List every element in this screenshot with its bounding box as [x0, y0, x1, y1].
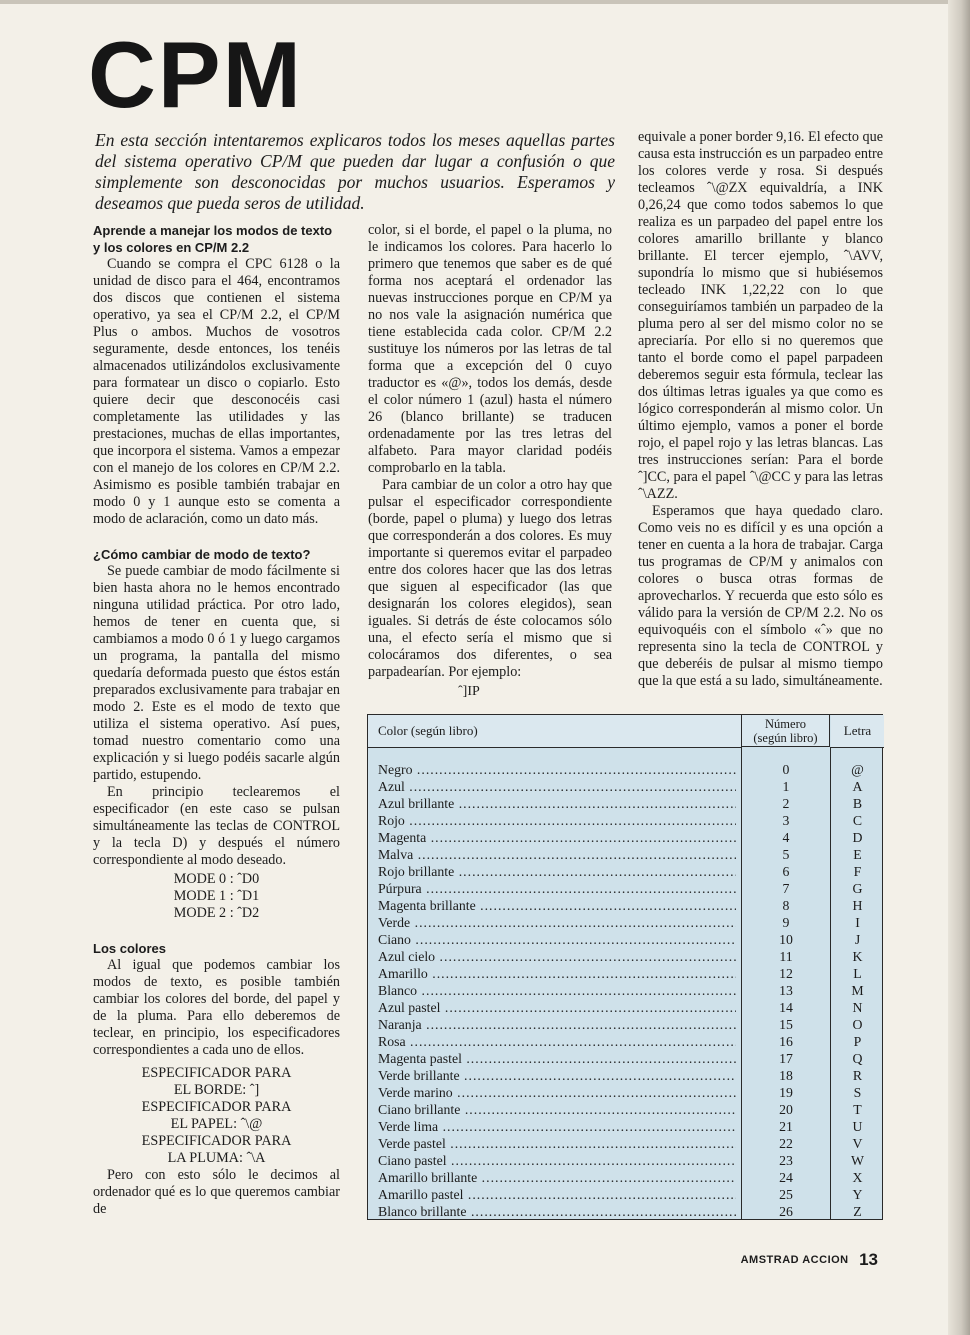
color-letter: P — [853, 1034, 862, 1049]
table-row — [368, 1016, 884, 1033]
table-row — [368, 1033, 884, 1050]
paragraph: Cuando se compra el CPC 6128 o la unidad de disco para el 464, encontramos dos discos que contienen el sistema operativo, ya sea el CP/M 2.2, el CP/M Plus o ambos. Muchos de vosotros seguramente, desde entonces, los tenéis almacenados utilizándolos exclusivamente para formatear un disco o copiarlo. Esto quiere decir que desconocéis casi completamente las utilidades y las prestaciones, muchas de ellas importantes, que incorpora el sistema. Vamos a empezar con el manejo de los colores en CP/M 2.2. Asimismo es posible también trabajar en modo 0 y 1 aunque esto se comenta a modo de aclaración, como un dato más. — [93, 256, 340, 527]
color-letter: Q — [852, 1051, 863, 1066]
color-letter: M — [851, 983, 864, 998]
table-row — [368, 931, 884, 948]
table-row — [368, 1118, 884, 1135]
color-name: Azul cielo ..... — [378, 948, 736, 965]
page-number: 13 — [859, 1250, 878, 1269]
color-letter: B — [852, 796, 863, 811]
color-name: Verde lima ..... — [378, 1118, 736, 1135]
color-name: Naranja ..... — [378, 1016, 736, 1033]
paragraph: En principio teclearemos el especificador (en este caso se pulsan simultáneamente las teclas de CONTROL y la tecla D) y después el número correspondiente al modo deseado. — [93, 784, 340, 868]
color-name: Verde marino ..... — [378, 1084, 736, 1101]
color-number: 23 — [779, 1153, 793, 1168]
color-letter: H — [852, 898, 863, 913]
color-number: 0 — [782, 762, 790, 777]
specifier-line: ESPECIFICADOR PARA — [141, 1133, 292, 1149]
mode-commands — [93, 871, 340, 922]
color-name: Blanco brillante ..... — [378, 1203, 736, 1220]
color-number: 20 — [779, 1102, 793, 1117]
table-row — [368, 846, 884, 863]
color-name: Amarillo pastel ..... — [378, 1186, 736, 1203]
table-row — [368, 1203, 884, 1220]
color-number: 9 — [782, 915, 790, 930]
color-number: 13 — [779, 983, 793, 998]
color-name: Verde ..... — [378, 914, 736, 931]
paragraph: equivale a poner border 9,16. El efecto que causa esta instrucción es un parpadeo entre los colores verde y rosa. Si después tecleamos ˆ\@ZX equivaldría, a INK 0,26,24 que como todos sabemos lo que realiza es un parpadeo del papel entre los colores amarillo brillante y blanco brillante. El tercer ejemplo, ˆ\AVV, supondría lo mismo que si hubiésemos tecleado INK 1,22,22 con lo que conseguiríamos también un parpadeo de la pluma pero al ser del mismo color no se apreciaría. Por ello si no queremos que tanto el borde como el papel parpadeen deberemos seguir esta fórmula, teclear las dos últimas letras iguales ya que como es lógico corresponderán al mismo color. Un último ejemplo, vamos a poner el borde rojo, el papel rojo y las letras blancas. Las tres instrucciones serían: Para el borde ˆ]CC, para el papel ˆ\@CC y para las letras ˆ\AZZ. — [638, 129, 883, 502]
color-name: Malva ..... — [378, 846, 736, 863]
color-name: Azul ..... — [378, 778, 736, 795]
color-number: 1 — [782, 779, 790, 794]
mode-command: MODE 1 : ˆD1 — [173, 888, 260, 904]
color-letter: A — [852, 779, 863, 794]
specifier-line: ESPECIFICADOR PARA — [141, 1065, 292, 1081]
page-top-edge — [0, 0, 970, 4]
color-letter: Y — [852, 1187, 863, 1202]
example-command: ˆ]IP — [458, 684, 480, 699]
color-letter: C — [852, 813, 863, 828]
color-number: 25 — [779, 1187, 793, 1202]
color-number: 15 — [779, 1017, 793, 1032]
table-row — [368, 1152, 884, 1169]
color-letter: T — [853, 1102, 862, 1117]
mode-command: MODE 0 : ˆD0 — [173, 871, 260, 887]
color-number: 6 — [782, 864, 790, 879]
color-number: 26 — [779, 1204, 793, 1219]
color-name: Azul pastel ..... — [378, 999, 736, 1016]
table-row — [368, 761, 884, 778]
color-name: Ciano ..... — [378, 931, 736, 948]
paragraph: Al igual que podemos cambiar los modos de texto, es posible también cambiar los colores del borde, del papel y de la pluma. Para ello deberemos de teclear, en principio, los especificadores correspondientes a cada uno de ellos. — [93, 957, 340, 1058]
color-number: 8 — [782, 898, 790, 913]
color-name: Negro ..... — [378, 761, 736, 778]
specifier-list — [93, 1065, 340, 1167]
color-letter: O — [852, 1017, 863, 1032]
header-letter: Letra — [831, 715, 884, 748]
color-name: Púrpura ..... — [378, 880, 736, 897]
paragraph: Se puede cambiar de modo fácilmente si bien hasta ahora no le hemos encontrado ninguna utilidad práctica. Por otro lado, hemos de tener en cuenta que, si cambiamos a modo 0 ó 1 y luego cargamos un programa, la pantalla del mismo quedaría deformada puesto que éstos están preparados exclusivamente para trabajar en modo 2. Este es el modo de texto que utiliza el sistema operativo. Así pues, tomad nuestro comentario como una explicación y si luego podéis sacarle algún partido, estupendo. — [93, 563, 340, 783]
color-name: Rojo brillante ..... — [378, 863, 736, 880]
color-name: Ciano brillante ..... — [378, 1101, 736, 1118]
color-letter: V — [852, 1136, 863, 1151]
specifier-line: LA PLUMA: ˆ\A — [167, 1150, 266, 1166]
table-row — [368, 778, 884, 795]
paragraph: Para cambiar de un color a otro hay que pulsar el especificador correspondiente (borde, papel o pluma) y luego dos letras que corresponderán a dos colores. Es muy importante si queremos evitar el parpadeo entre dos colores hacer que las dos letras que siguen al especificador (las que designarán los colores elegidos), sean iguales. Si detrás de éste colocamos sólo una, el efecto sería el mismo que si colocáramos dos diferentes, o sea parpadearían. Por ejemplo: — [368, 477, 612, 680]
table-body — [368, 761, 884, 1220]
color-letter: G — [852, 881, 863, 896]
color-name: Amarillo ..... — [378, 965, 736, 982]
color-letter: L — [853, 966, 862, 981]
color-number: 2 — [782, 796, 790, 811]
header-color: Color (según libro) — [368, 715, 742, 748]
color-number: 18 — [779, 1068, 793, 1083]
section-heading: Los colores — [93, 941, 166, 956]
color-letter: D — [852, 830, 863, 845]
color-letter: J — [854, 932, 861, 947]
color-number: 3 — [782, 813, 790, 828]
color-letter: N — [852, 1000, 863, 1015]
table-row — [368, 965, 884, 982]
table-row — [368, 897, 884, 914]
color-letter: I — [855, 915, 860, 930]
paragraph: Esperamos que haya quedado claro. Como veis no es difícil y es una opción a tener en cuenta a la hora de trabajar. Carga tus programas de CP/M y animalos con colores o busca otras formas de aprovecharlos. Y recuerda que esto sólo es válido para la versión de CP/M 2.2. No os equivoquéis con el símbolo «ˆ» que no representa sino la tecla de CONTROL y que deberéis de pulsar al mismo tiempo que la que está a su lado, simultáneamente. — [638, 503, 883, 689]
column-1 — [93, 222, 340, 1218]
color-letter: E — [853, 847, 862, 862]
page-binding-edge — [948, 0, 970, 1335]
color-name: Verde pastel ..... — [378, 1135, 736, 1152]
table-row — [368, 829, 884, 846]
color-letter: Z — [853, 1204, 862, 1219]
color-name: Amarillo brillante ..... — [378, 1169, 736, 1186]
color-name: Magenta ..... — [378, 829, 736, 846]
color-name: Blanco ..... — [378, 982, 736, 999]
color-number: 7 — [782, 881, 790, 896]
specifier-line: ESPECIFICADOR PARA — [141, 1099, 292, 1115]
color-letter: K — [852, 949, 863, 964]
header-number: Número (según libro) — [742, 715, 830, 747]
table-row — [368, 1135, 884, 1152]
color-number: 10 — [779, 932, 793, 947]
table-row — [368, 795, 884, 812]
color-number: 24 — [779, 1170, 793, 1185]
page-footer — [741, 1250, 878, 1270]
color-name: Verde brillante ..... — [378, 1067, 736, 1084]
color-letter: R — [852, 1068, 863, 1083]
specifier-line: EL BORDE: ˆ] — [173, 1082, 260, 1098]
paragraph: color, si el borde, el papel o la pluma, no le indicamos los colores. Para hacerlo lo primero que tenemos que saber es de qué forma nos aceptará el ordenador las nuevas instrucciones porque en CP/M ya no nos vale la asignación numérica que tiene establecida cada color. CP/M 2.2 sustituye los números por las letras de tal forma que a excepción del 0 cuyo traductor es «@», todos los demás, desde el color número 1 (azul) hasta el número 26 (blanco brillante) se traducen ordenadamente por las tres letras del alfabeto. Para mayor claridad podéis comprobarlo en la tabla. — [368, 222, 612, 476]
table-row — [368, 1084, 884, 1101]
table-row — [368, 1101, 884, 1118]
magazine-name: AMSTRAD ACCION — [740, 1254, 849, 1266]
paragraph: Pero con esto sólo le decimos al ordenador qué es lo que queremos cambiar de — [93, 1167, 340, 1217]
color-number: 14 — [779, 1000, 793, 1015]
table-row — [368, 948, 884, 965]
table-row — [368, 1067, 884, 1084]
color-name: Magenta pastel ..... — [378, 1050, 736, 1067]
color-name: Azul brillante ..... — [378, 795, 736, 812]
color-letter: F — [853, 864, 862, 879]
color-name: Ciano pastel ..... — [378, 1152, 736, 1169]
color-letter: S — [853, 1085, 862, 1100]
color-name: Magenta brillante ..... — [378, 897, 736, 914]
table-row — [368, 982, 884, 999]
table-row — [368, 880, 884, 897]
table-row — [368, 1169, 884, 1186]
color-number: 12 — [779, 966, 793, 981]
color-number: 17 — [779, 1051, 793, 1066]
intro-paragraph: En esta sección intentaremos explicaros todos los meses aquellas partes del sistema operativo CP/M que pueden dar lugar a confusión o que simplemente son desconocidas por muchos usuarios. Esperamos y deseamos que pueda seros de utilidad. — [95, 130, 615, 213]
table-row — [368, 1050, 884, 1067]
section-heading: Aprende a manejar los modos de texto y los colores en CP/M 2.2 — [93, 223, 333, 255]
column-3 — [638, 129, 883, 690]
color-number: 21 — [779, 1119, 793, 1134]
table-row — [368, 999, 884, 1016]
table-row — [368, 863, 884, 880]
color-letter: W — [850, 1153, 865, 1168]
color-name: Rosa ..... — [378, 1033, 736, 1050]
color-number: 4 — [782, 830, 790, 845]
table-row — [368, 812, 884, 829]
mode-command: MODE 2 : ˆD2 — [173, 905, 260, 921]
color-letter: U — [852, 1119, 863, 1134]
page-title: CPM — [88, 22, 303, 127]
table-row — [368, 914, 884, 931]
color-table — [367, 714, 883, 1220]
color-name: Rojo ..... — [378, 812, 736, 829]
specifier-line: EL PAPEL: ˆ\@ — [170, 1116, 263, 1132]
table-row — [368, 1186, 884, 1203]
color-number: 22 — [779, 1136, 793, 1151]
color-number: 11 — [779, 949, 793, 964]
color-letter: @ — [851, 762, 864, 777]
color-letter: X — [852, 1170, 863, 1185]
color-number: 19 — [779, 1085, 793, 1100]
color-number: 16 — [779, 1034, 793, 1049]
color-number: 5 — [782, 847, 790, 862]
section-heading: ¿Cómo cambiar de modo de texto? — [93, 547, 311, 562]
column-2 — [368, 222, 612, 681]
